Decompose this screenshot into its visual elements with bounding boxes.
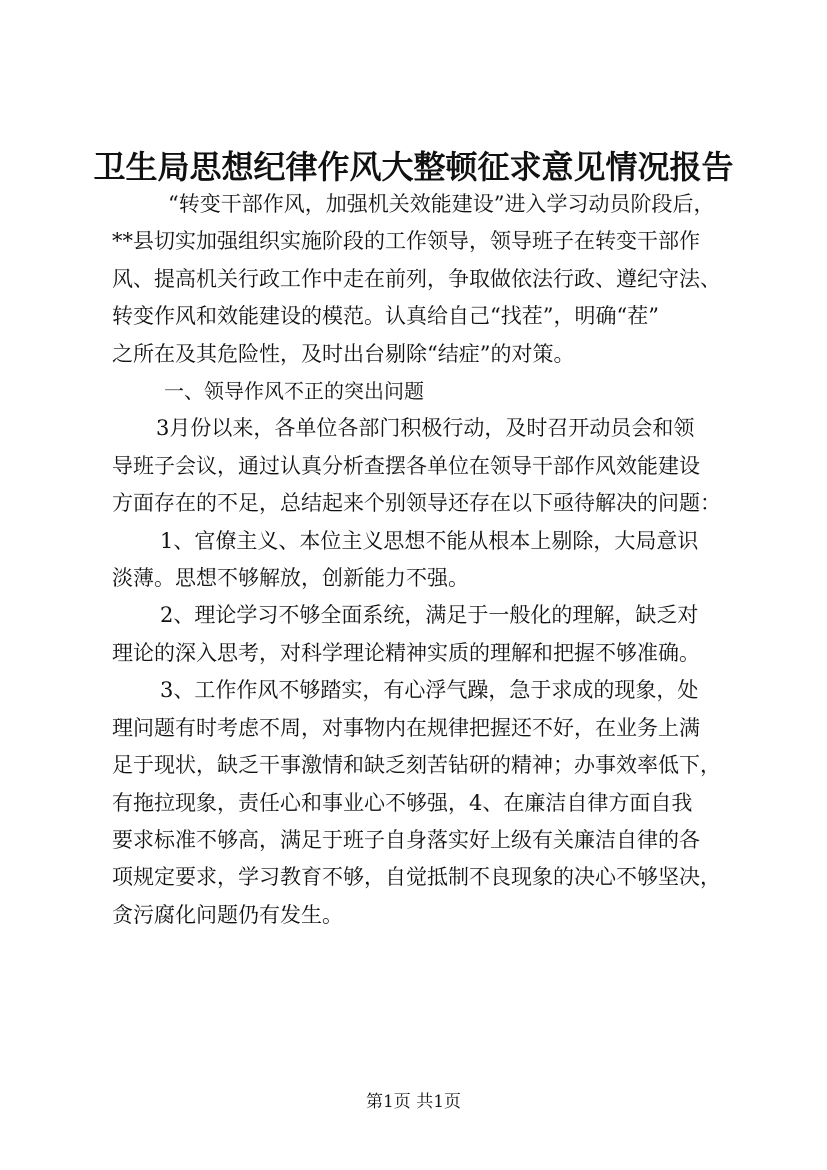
- body-line-5: 之所在及其危险性，及时出台剔除“结症”的对策。: [112, 341, 575, 366]
- body-line-8: 导班子会议，通过认真分析查摆各单位在领导干部作风效能建设: [112, 453, 700, 478]
- body-line-1: “转变干部作风，加强机关效能建设”进入学习动员阶段后，: [168, 192, 715, 216]
- body-line-7: 3月份以来，各单位各部门积极行动，及时召开动员会和领: [156, 416, 695, 441]
- list-item-4-line-2: 项规定要求，学习教育不够，自觉抵制不良现象的决心不够坚决，: [112, 865, 721, 890]
- document-title: 卫生局思想纪律作风大整顿征求意见情况报告: [93, 148, 734, 186]
- body-line-4: 转变作风和效能建设的模范。认真给自己“找茬”，明确“茬”: [112, 304, 659, 329]
- list-item-1-line-2: 淡薄。思想不够解放，创新能力不强。: [112, 566, 469, 591]
- list-item-3-line-1: 3、工作作风不够踏实，有心浮气躁，急于求成的现象，处: [160, 678, 699, 703]
- body-line-3: 风、提高机关行政工作中走在前列，争取做依法行政、遵纪守法、: [112, 266, 721, 291]
- page-footer: 第1页 共1页: [365, 1092, 462, 1112]
- list-item-1-line-1: 1、官僚主义、本位主义思想不能从根本上剔除，大局意识: [160, 528, 699, 553]
- list-item-2-line-2: 理论的深入思考，对科学理论精神实质的理解和把握不够准确。: [112, 640, 700, 665]
- list-item-4-line-1: 要求标准不够高，满足于班子自身落实好上级有关廉洁自律的各: [112, 827, 700, 852]
- body-line-2: **县切实加强组织实施阶段的工作领导，领导班子在转变干部作: [112, 229, 700, 254]
- list-item-3-line-3: 足于现状，缺乏干事激情和缺乏刻苦钻研的精神；办事效率低下，: [112, 753, 721, 778]
- document-body: [112, 186, 752, 934]
- list-item-4-line-3: 贪污腐化问题仍有发生。: [112, 902, 343, 927]
- list-item-2-line-1: 2、理论学习不够全面系统，满足于一般化的理解，缺乏对: [160, 603, 699, 628]
- section-heading-1: 一、领导作风不正的突出问题: [164, 379, 424, 404]
- list-item-3-line-2: 理问题有时考虑不周，对事物内在规律把握还不好，在业务上满: [112, 715, 700, 740]
- body-line-9: 方面存在的不足，总结起来个别领导还存在以下亟待解决的问题：: [112, 491, 721, 516]
- list-item-3-line-4: 有拖拉现象，责任心和事业心不够强，4、在廉洁自律方面自我: [112, 790, 693, 815]
